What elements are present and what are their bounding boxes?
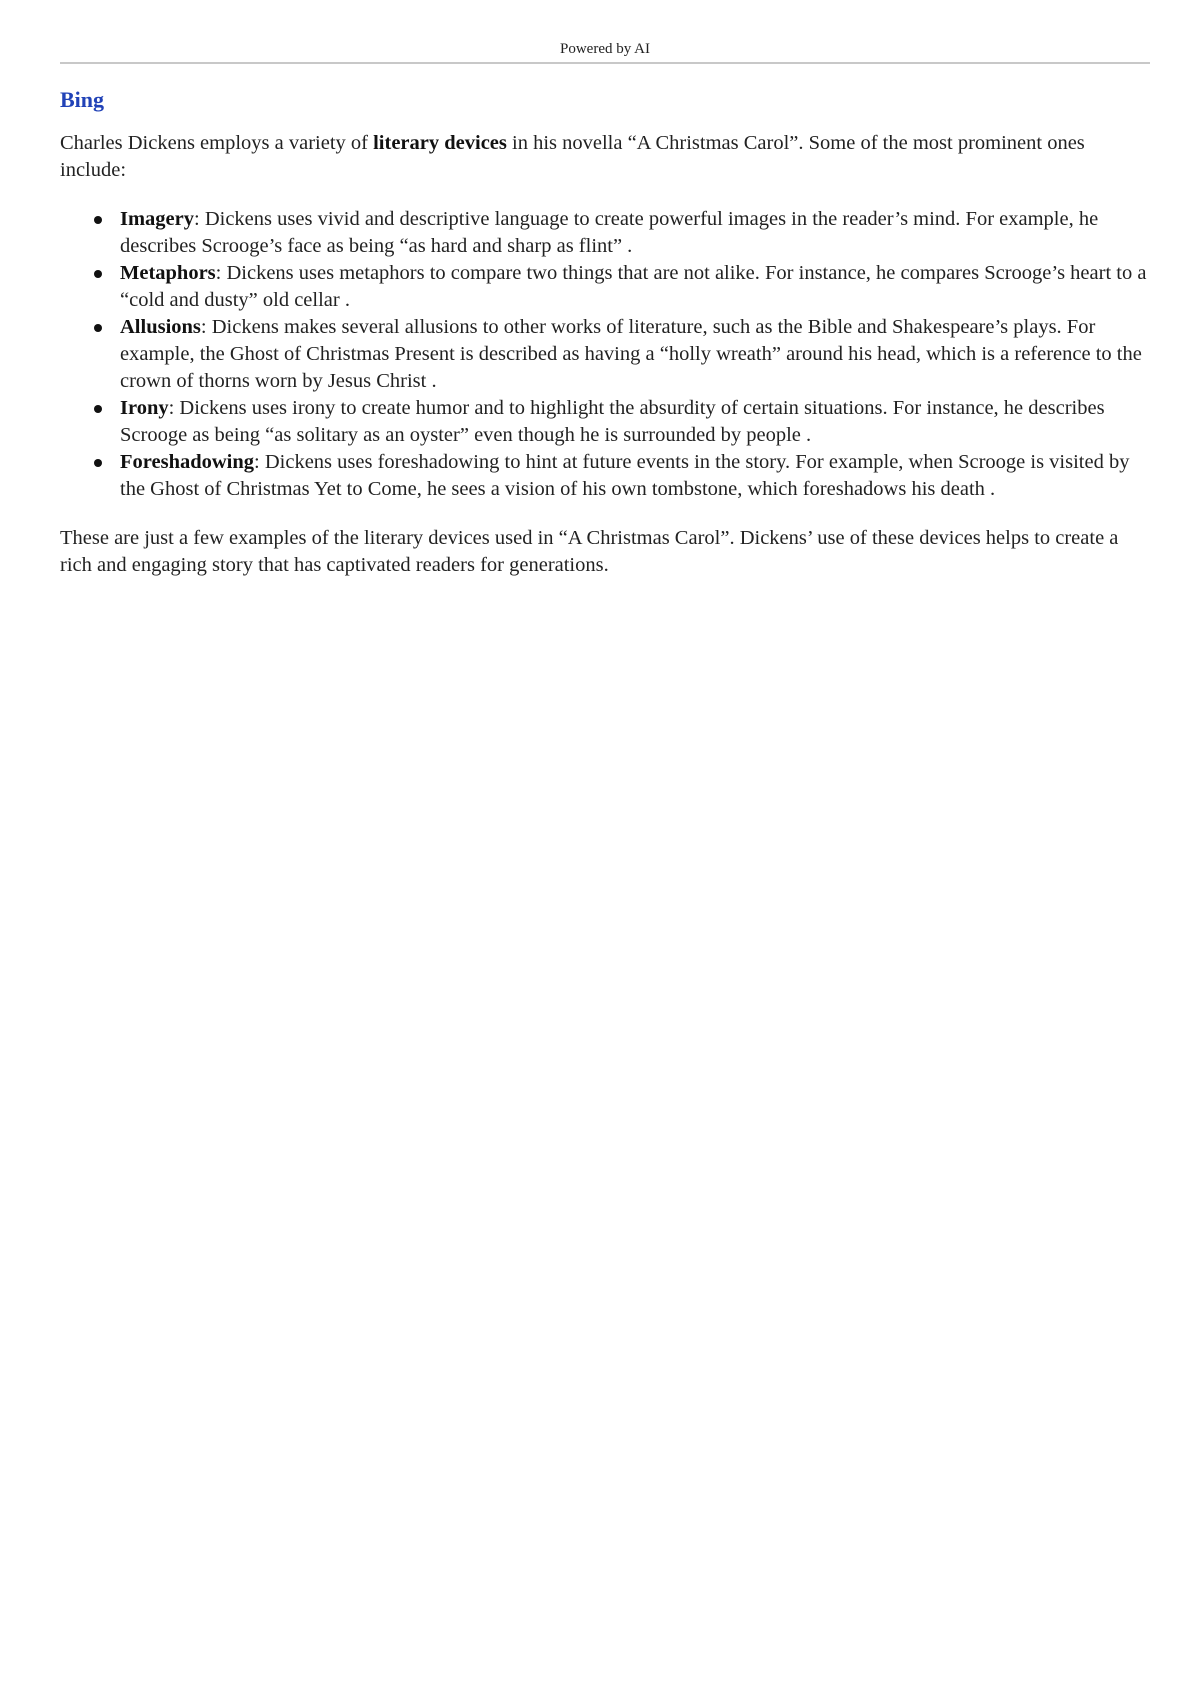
outro-paragraph: These are just a few examples of the literary devices used in “A Christmas Carol”. Dickens’ use of these devices helps to create a rich and engaging story that has captivated readers for generations.: [60, 527, 1119, 576]
list-item-term: Metaphors: [120, 262, 216, 284]
list-item: [120, 314, 1150, 395]
list-item-term: Foreshadowing: [120, 451, 255, 473]
intro-text-before: Charles Dickens employs a variety of: [60, 132, 374, 154]
bullet-icon: [94, 459, 102, 467]
list-item: [120, 449, 1150, 503]
list-item-text: : Dickens uses metaphors to compare two things that are not alike. For instance, he compares Scrooge’s heart to a “cold and dusty” old cellar .: [120, 262, 1147, 311]
page-header: [60, 40, 1150, 64]
list-item-text: : Dickens uses foreshadowing to hint at future events in the story. For example, when Scrooge is visited by the Ghost of Christmas Yet to Come, he sees a vision of his own tombstone, which foreshadows his death .: [120, 451, 1130, 500]
list-item: [120, 206, 1150, 260]
list-item-text: : Dickens uses irony to create humor and to highlight the absurdity of certain situations. For instance, he describes Scrooge as being “as solitary as an oyster” even though he is surrounded by people .: [120, 397, 1105, 446]
intro-text-after: in his novella “A Christmas Carol”. Some of the most prominent ones include:: [60, 132, 1085, 181]
list-item-text: : Dickens makes several allusions to other works of literature, such as the Bible and Shakespeare’s plays. For example, the Ghost of Christmas Present is described as having a “holly wreath” around his head, which is a reference to the crown of thorns worn by Jesus Christ .: [120, 316, 1142, 392]
header-text: Powered by AI: [560, 41, 650, 57]
bullet-icon: [94, 216, 102, 224]
intro-bold-text: literary devices: [373, 132, 507, 154]
intro-paragraph: [60, 130, 1150, 184]
bullet-icon: [94, 405, 102, 413]
bullet-icon: [94, 324, 102, 332]
page-title: Bing: [60, 87, 105, 112]
list-item-term: Imagery: [120, 208, 195, 230]
list-item-text: : Dickens uses vivid and descriptive language to create powerful images in the reader’s mind. For example, he describes Scrooge’s face as being “as hard and sharp as flint” .: [120, 208, 1099, 257]
document-page: [60, 0, 1150, 579]
list-item-term: Irony: [120, 397, 169, 419]
list-item: [120, 395, 1150, 449]
list-item-term: Allusions: [120, 316, 201, 338]
list-item: [120, 260, 1150, 314]
literary-devices-list: [60, 206, 1150, 503]
bullet-icon: [94, 270, 102, 278]
